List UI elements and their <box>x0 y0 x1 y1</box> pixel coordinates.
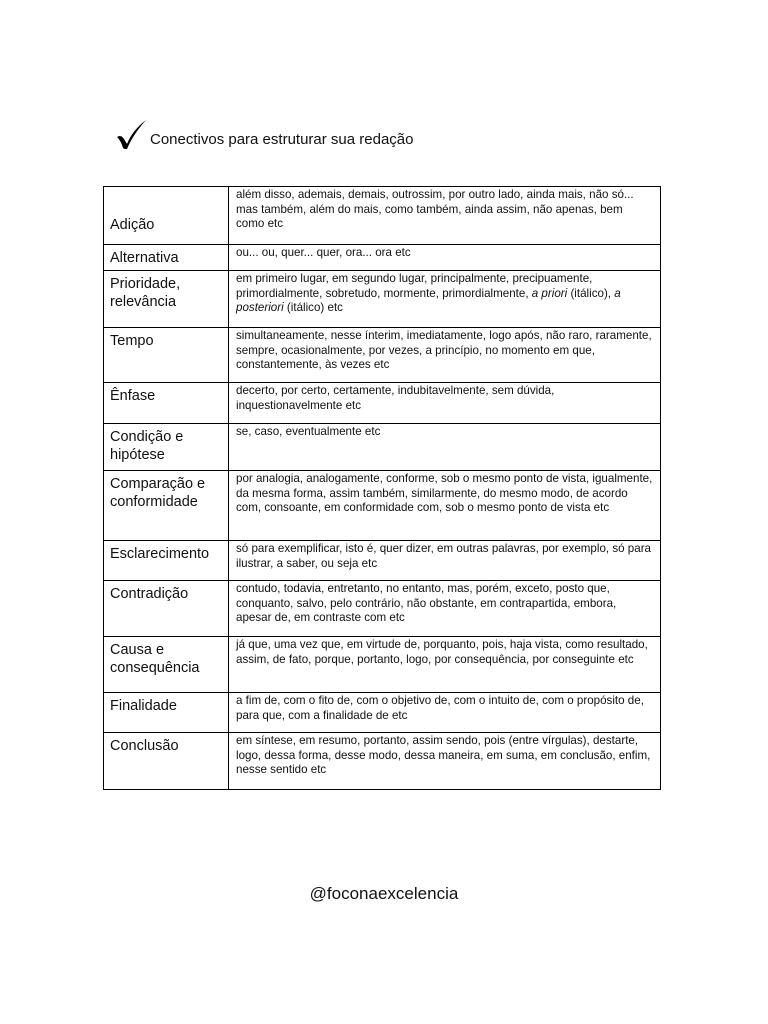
examples-cell: em síntese, em resumo, portanto, assim sendo, pois (entre vírgulas), destarte, logo, dessa forma, desse modo, dessa maneira, em suma, em conclusão, enfim, nesse sentido etc <box>229 733 661 790</box>
footer-handle: @foconaexcelencia <box>309 884 459 903</box>
examples-cell <box>229 271 661 328</box>
examples-text: (itálico), <box>567 286 615 300</box>
examples-text: (itálico) etc <box>283 301 343 315</box>
category-cell: Contradição <box>104 581 229 637</box>
table-row <box>104 471 661 541</box>
examples-cell: já que, uma vez que, em virtude de, porquanto, pois, haja vista, como resultado, assim, de fato, porque, portanto, logo, por consequência, por conseguinte etc <box>229 637 661 693</box>
category-cell: Ênfase <box>104 383 229 424</box>
category-cell: Conclusão <box>104 733 229 790</box>
table-row <box>104 693 661 733</box>
table-row <box>104 733 661 790</box>
examples-text: em primeiro lugar, em segundo lugar, principalmente, precipuamente, primordialmente, sobretudo, mormente, primordialmente, <box>236 272 593 300</box>
table-row <box>104 271 661 328</box>
connectives-table <box>103 186 661 790</box>
table-row <box>104 424 661 471</box>
category-cell: Causa e consequência <box>104 637 229 693</box>
examples-cell: ou... ou, quer... quer, ora... ora etc <box>229 245 661 271</box>
examples-cell: só para exemplificar, isto é, quer dizer, em outras palavras, por exemplo, só para ilustrar, a saber, ou seja etc <box>229 541 661 581</box>
category-cell: Tempo <box>104 328 229 383</box>
title-row <box>114 118 413 152</box>
table-row <box>104 581 661 637</box>
category-cell: Alternativa <box>104 245 229 271</box>
category-cell: Adição <box>104 187 229 245</box>
category-cell: Comparação e conformidade <box>104 471 229 541</box>
examples-cell: decerto, por certo, certamente, indubitavelmente, sem dúvida, inquestionavelmente etc <box>229 383 661 424</box>
examples-cell: simultaneamente, nesse ínterim, imediatamente, logo após, não raro, raramente, sempre, ocasionalmente, por vezes, a princípio, no momento em que, constantemente, às vezes etc <box>229 328 661 383</box>
category-cell: Esclarecimento <box>104 541 229 581</box>
table-row <box>104 187 661 245</box>
category-cell: Finalidade <box>104 693 229 733</box>
table-row <box>104 541 661 581</box>
italic-term: a posteriori <box>236 286 621 315</box>
checkmark-icon <box>114 118 148 152</box>
category-cell: Prioridade, relevância <box>104 271 229 328</box>
table-row <box>104 637 661 693</box>
table-row <box>104 328 661 383</box>
examples-cell: por analogia, analogamente, conforme, sob o mesmo ponto de vista, igualmente, da mesma forma, assim também, similarmente, do mesmo modo, de acordo com, consoante, em conformidade com, sob o mesmo ponto de vista etc <box>229 471 661 541</box>
examples-cell: a fim de, com o fito de, com o objetivo de, com o intuito de, com o propósito de, para que, com a finalidade de etc <box>229 693 661 733</box>
examples-cell: contudo, todavia, entretanto, no entanto, mas, porém, exceto, posto que, conquanto, salvo, pelo contrário, não obstante, em contrapartida, embora, apesar de, em contraste com etc <box>229 581 661 637</box>
table-row <box>104 383 661 424</box>
examples-cell: além disso, ademais, demais, outrossim, por outro lado, ainda mais, não só... mas também, além do mais, como também, ainda assim, não apenas, bem como etc <box>229 187 661 245</box>
examples-cell: se, caso, eventualmente etc <box>229 424 661 471</box>
table-row <box>104 245 661 271</box>
page-title: Conectivos para estruturar sua redação <box>150 130 414 148</box>
category-cell: Condição e hipótese <box>104 424 229 471</box>
italic-term: a priori <box>531 286 568 300</box>
